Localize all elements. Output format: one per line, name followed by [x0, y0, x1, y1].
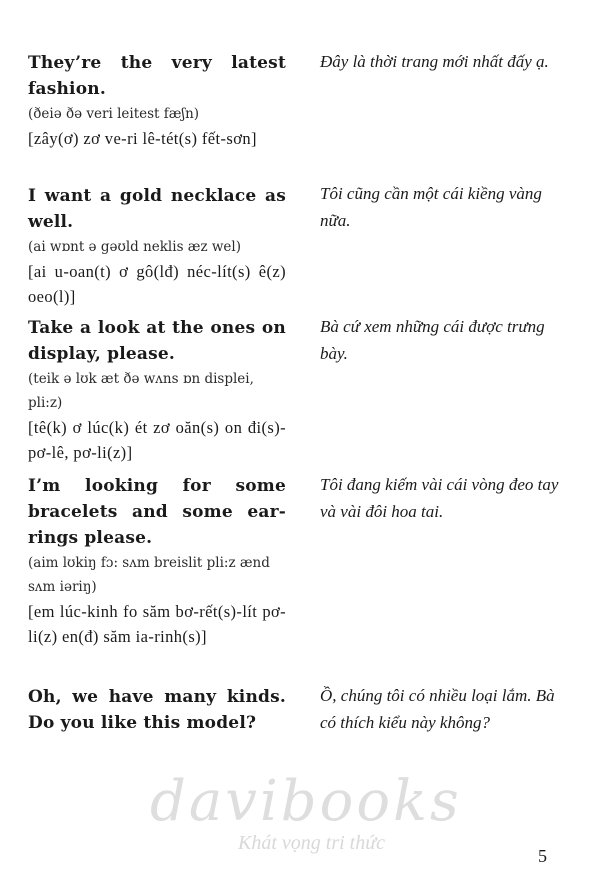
- phrase-block-3: [28, 315, 286, 465]
- english-phrase: I’m looking for some bracelets and some ear-rings please.: [28, 476, 286, 548]
- vietnamese-translation: Bà cứ xem những cái được trưng bày.: [320, 317, 545, 363]
- phrase-block-5: [28, 684, 286, 736]
- translation-block-1: [320, 48, 560, 75]
- vietnamese-translation: Ồ, chúng tôi có nhiều loại lắm. Bà có thích kiểu này không?: [320, 686, 555, 732]
- translation-block-5: [320, 682, 560, 736]
- vietnamese-translation: Tôi cũng cần một cái kiềng vàng nữa.: [320, 184, 542, 230]
- phrase-block-1: [28, 50, 286, 151]
- publisher-watermark: [150, 769, 462, 854]
- english-phrase: Take a look at the ones on display, please.: [28, 318, 286, 364]
- phrase-block-4: [28, 473, 286, 649]
- translation-block-3: [320, 313, 560, 367]
- page-number: 5: [538, 846, 547, 866]
- vietnamese-pronunciation: [zây(ơ) zơ ve-ri lê-tét(s) fết-sơn]: [28, 129, 257, 148]
- vietnamese-pronunciation: [tê(k) ơ lúc(k) ét zơ oăn(s) on đi(s)-pơ-lê, pơ-li(z)]: [28, 418, 286, 462]
- ipa-transcription: (ðeiə ðə veri leitest fæʃn): [28, 106, 200, 122]
- vietnamese-translation: Đây là thời trang mới nhất đấy ạ.: [320, 52, 549, 71]
- vietnamese-pronunciation: [em lúc-kinh fo săm bơ-rết(s)-lít pơ-li(z) en(đ) săm ia-rinh(s)]: [28, 602, 286, 646]
- watermark-brand: davibooks: [150, 769, 462, 834]
- watermark-tagline: Khát vọng tri thức: [238, 832, 386, 854]
- phrase-block-2: [28, 183, 286, 309]
- english-phrase: Oh, we have many kinds. Do you like this model?: [28, 687, 286, 733]
- vietnamese-translation: Tôi đang kiếm vài cái vòng đeo tay và vài đôi hoa tai.: [320, 475, 559, 521]
- english-phrase: I want a gold necklace as well.: [28, 186, 286, 232]
- ipa-transcription: (teik ə lʊk æt ðə wʌns ɒn displei, pli:z): [28, 371, 254, 411]
- ipa-transcription: (aim lʊkiŋ fɔ: sʌm breislit pli:z ænd sʌm iəriŋ): [28, 555, 270, 595]
- translation-block-4: [320, 471, 560, 525]
- ipa-transcription: (ai wɒnt ə gəʊld neklis æz wel): [28, 239, 242, 255]
- translation-block-2: [320, 180, 560, 234]
- vietnamese-pronunciation: [ai u-oan(t) ơ gô(lđ) néc-lít(s) ê(z) oeo(l)]: [28, 262, 286, 306]
- english-phrase: They’re the very latest fashion.: [28, 53, 286, 99]
